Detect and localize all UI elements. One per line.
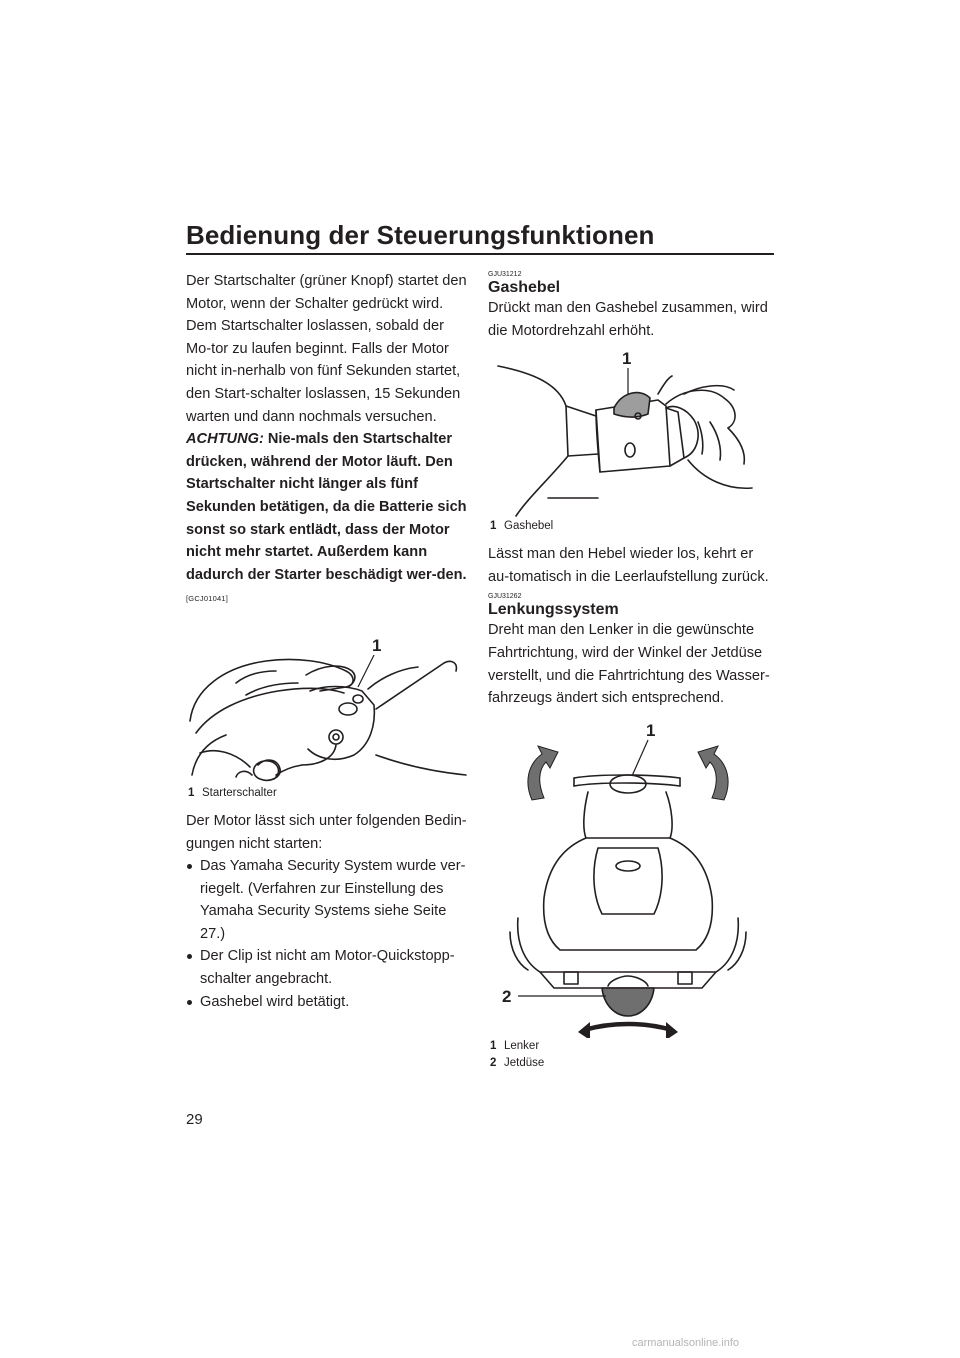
intro-text: Der Startschalter (grüner Knopf) startet den Motor, wenn der Schalter gedrückt wird. Dem Startschalter loslassen, sobald der Mo-tor zu laufen beginnt. Falls der Motor nicht in-nerhalb von fünf Sekunden startet, den Start-schalter loslassen, 15 Sekunden warten und dann nochmals versuchen. <box>186 273 467 425</box>
watermark: carmanualsonline.info <box>632 1337 740 1349</box>
steering-section <box>488 592 774 1071</box>
page-number: 29 <box>186 1111 203 1128</box>
steering-caption-2-number: 2 <box>490 1056 497 1069</box>
steering-caption-2 <box>490 1055 774 1072</box>
steering-figure <box>488 718 774 1072</box>
throttle-text: Drückt man den Gashebel zusammen, wird die Motordrehzahl erhöht. <box>488 300 768 339</box>
starter-callout: 1 <box>372 635 382 655</box>
caution-code: [GCJ01041] <box>186 594 229 604</box>
right-column <box>488 270 774 1072</box>
starter-switch-illustration <box>186 625 472 785</box>
starter-switch-figure <box>186 625 472 802</box>
start-switch-paragraph <box>186 270 472 611</box>
page-title: Bedienung der Steuerungsfunktionen <box>186 220 655 250</box>
steering-caption-1-text: Lenker <box>504 1039 540 1052</box>
list-item: Gashebel wird betätigt. <box>186 991 472 1014</box>
left-column <box>186 270 472 1013</box>
throttle-lever-illustration <box>488 348 774 518</box>
steering-illustration <box>488 718 774 1038</box>
starter-caption-number: 1 <box>188 786 195 799</box>
list-item: Das Yamaha Security System wurde ver-riegelt. (Verfahren zur Einstellung des Yamaha Security Systems siehe Seite 27.) <box>186 855 472 945</box>
starter-caption <box>188 785 472 802</box>
caution-text: Nie-mals den Startschalter drücken, während der Motor läuft. Den Startschalter nicht länger als fünf Sekunden betätigen, da die Batterie sich sonst so stark entlädt, dass der Motor nicht mehr startet. Außerdem kann dadurch der Starter beschädigt wer-den. <box>186 431 467 583</box>
steering-section-code: GJU31262 <box>488 593 522 601</box>
throttle-figure <box>488 348 774 535</box>
throttle-release-text: Lässt man den Hebel wieder los, kehrt er au-tomatisch in die Leerlaufstellung zurück. <box>488 546 769 585</box>
steering-section-title: Lenkungssystem <box>488 601 619 619</box>
steering-caption-1 <box>490 1038 774 1055</box>
throttle-callout: 1 <box>622 349 632 369</box>
throttle-caption-number: 1 <box>490 520 497 533</box>
throttle-section-title: Gashebel <box>488 279 561 296</box>
throttle-section-code: GJU31212 <box>488 271 522 278</box>
steering-callout-1: 1 <box>646 720 656 740</box>
throttle-caption <box>490 518 774 535</box>
steering-caption-2-text: Jetdüse <box>504 1056 545 1069</box>
steering-text: Dreht man den Lenker in die gewünschte Fahrtrichtung, wird der Winkel der Jetdüse verstellt, und die Fahrtrichtung des Wasser-fahrzeugs ändert sich entsprechend. <box>488 622 770 707</box>
caution-label: ACHTUNG: <box>186 431 264 448</box>
steering-caption-1-number: 1 <box>490 1039 497 1052</box>
throttle-section <box>488 270 774 588</box>
conditions-intro: Der Motor lässt sich unter folgenden Bedin-gungen nicht starten: <box>186 812 467 852</box>
steering-callout-2: 2 <box>502 986 512 1006</box>
throttle-caption-text: Gashebel <box>504 520 554 533</box>
title-rule <box>186 253 774 255</box>
starter-caption-text: Starterschalter <box>202 786 277 799</box>
list-item: Der Clip ist nicht am Motor-Quickstopp-schalter angebracht. <box>186 945 472 990</box>
conditions-list <box>186 855 472 1013</box>
